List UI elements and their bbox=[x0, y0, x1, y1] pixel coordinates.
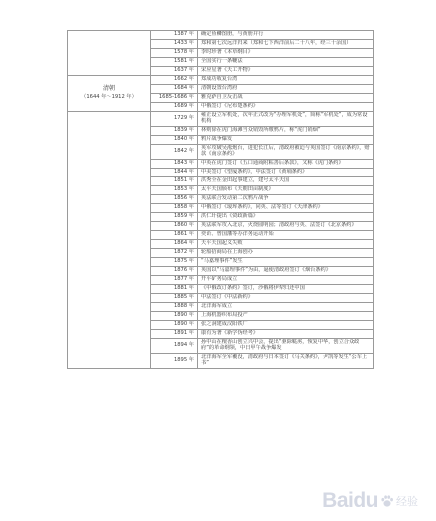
year-cell: 1433 年 bbox=[151, 39, 198, 48]
year-cell: 1839 年 bbox=[151, 126, 198, 135]
event-cell: 中英在虎门签订《五口通商附粘善后条款》，又称《虎门条约》 bbox=[198, 159, 374, 168]
table-row bbox=[68, 31, 374, 40]
watermark-sub-text: 经验 bbox=[396, 496, 418, 508]
event-cell: 《中俄改订条约》签订，沙俄将伊犁归还中国 bbox=[198, 285, 374, 294]
event-cell: 中美签订《望厦条约》，中法签订《黄埔条约》 bbox=[198, 168, 374, 177]
year-cell: 1387 年 bbox=[151, 31, 198, 40]
table-row bbox=[68, 75, 374, 84]
baidu-watermark bbox=[322, 489, 418, 513]
year-cell: 1856 年 bbox=[151, 195, 198, 204]
dynasty-cell-qing bbox=[68, 75, 151, 111]
event-cell: 孙中山在檀香山创立兴中会，提出“驱除鞑虏，恢复中华，创立合众政府”的革命纲领，中日甲午战争爆发 bbox=[198, 338, 374, 353]
event-cell: 雍正设立军机处，次年正式改为“办理军机处”，简称“军机处”，成为常设机构 bbox=[198, 111, 374, 126]
year-cell: 1844 年 bbox=[151, 168, 198, 177]
event-cell: 英法联合发动第二次鸦片战争 bbox=[198, 195, 374, 204]
event-cell: 天平天国起义失败 bbox=[198, 240, 374, 249]
event-cell: 宋应星著《天工开物》 bbox=[198, 66, 374, 75]
year-cell: 1888 年 bbox=[151, 303, 198, 312]
event-cell: 北洋海军成立 bbox=[198, 303, 374, 312]
event-cell: 确定鱼鳞图册，与黄册并行 bbox=[198, 31, 374, 40]
event-cell: 清朝设置台湾府 bbox=[198, 84, 374, 93]
event-cell: 鸦片战争爆发 bbox=[198, 135, 374, 144]
event-cell: 英法联军攻入北京，火烧圆明园；清政府与英、法签订《北京条约》 bbox=[198, 222, 374, 231]
year-cell: 1858 年 bbox=[151, 204, 198, 213]
year-cell: 1876 年 bbox=[151, 267, 198, 276]
year-cell: 1885 年 bbox=[151, 294, 198, 303]
event-cell: 张之洞建成汉阳铁厂 bbox=[198, 320, 374, 329]
year-cell: 1877 年 bbox=[151, 276, 198, 285]
table-row bbox=[68, 111, 374, 126]
event-cell: 洪仁玕提出《资政新篇》 bbox=[198, 213, 374, 222]
paw-icon bbox=[380, 494, 394, 508]
event-cell: 上海机器织布局投产 bbox=[198, 312, 374, 321]
event-cell: 郑成功收复台湾 bbox=[198, 75, 374, 84]
dynasty-cell-continued bbox=[68, 31, 151, 76]
event-cell: 全国实行一条鞭法 bbox=[198, 57, 374, 66]
event-cell: 奕䜣、曾国藩等办洋务运动开始 bbox=[198, 231, 374, 240]
year-cell: 1875 年 bbox=[151, 258, 198, 267]
year-cell: 1864 年 bbox=[151, 240, 198, 249]
event-cell: 北洋海军全军覆没，清政府与日本签订《马关条约》，尹凯等发生“公车上书” bbox=[198, 353, 374, 368]
dynasty-cell-qing-continued bbox=[68, 111, 151, 368]
event-cell: 林则徐在虎门海滩当众销毁所缴鸦片，称“虎门销烟” bbox=[198, 126, 374, 135]
event-cell: 洪秀全在金田起事建立，建号太平天国 bbox=[198, 177, 374, 186]
year-cell: 1872 年 bbox=[151, 249, 198, 258]
year-cell: 1881 年 bbox=[151, 285, 198, 294]
event-cell: 轮船招商局在上海创办 bbox=[198, 249, 374, 258]
event-cell: 英国以“马嘉理事件”为由，逼使清政府签订《烟台条约》 bbox=[198, 267, 374, 276]
year-cell: 1840 年 bbox=[151, 135, 198, 144]
year-cell: 1578 年 bbox=[151, 48, 198, 57]
event-cell: 太平天国颁布《天朝田亩制度》 bbox=[198, 186, 374, 195]
event-cell: 康有为著《新学伪经考》 bbox=[198, 329, 374, 338]
year-cell: 1891 年 bbox=[151, 329, 198, 338]
year-cell: 1685-1686 年 bbox=[151, 93, 198, 102]
chronology-table bbox=[67, 30, 374, 369]
year-cell: 1662 年 bbox=[151, 75, 198, 84]
year-cell: 1689 年 bbox=[151, 102, 198, 111]
year-cell: 1581 年 bbox=[151, 57, 198, 66]
year-cell: 1729 年 bbox=[151, 111, 198, 126]
year-cell: 1851 年 bbox=[151, 177, 198, 186]
year-cell: 1890 年 bbox=[151, 312, 198, 321]
dynasty-range: （1644 年～1912 年） bbox=[81, 93, 137, 100]
year-cell: 1843 年 bbox=[151, 159, 198, 168]
year-cell: 1859 年 bbox=[151, 213, 198, 222]
event-cell: 英军攻破吴淞炮台，进犯长江后，清政府被迫与英国签订《南京条约》，赔款《南京条约》 bbox=[198, 144, 374, 159]
dynasty-name: 清朝 bbox=[102, 84, 115, 92]
year-cell: 1861 年 bbox=[151, 231, 198, 240]
year-cell: 1890 年 bbox=[151, 320, 198, 329]
watermark-logo-text: Baidu bbox=[322, 489, 378, 512]
year-cell: 1684 年 bbox=[151, 84, 198, 93]
year-cell: 1895 年 bbox=[151, 353, 198, 368]
chronology-table-body bbox=[68, 31, 374, 369]
event-cell: “马嘉理事件”发生 bbox=[198, 258, 374, 267]
year-cell: 1842 年 bbox=[151, 144, 198, 159]
event-cell: 开平矿务局成立 bbox=[198, 276, 374, 285]
year-cell: 1853 年 bbox=[151, 186, 198, 195]
year-cell: 1894 年 bbox=[151, 338, 198, 353]
event-cell: 中俄签订《尼布楚条约》 bbox=[198, 102, 374, 111]
year-cell: 1860 年 bbox=[151, 222, 198, 231]
event-cell: 郑和第七次远洋归来（郑和七下西洋前后二十八年，经三十余国） bbox=[198, 39, 374, 48]
event-cell: 中法签订《中法新约》 bbox=[198, 294, 374, 303]
event-cell: 中俄签订《瑷珲条约》，同英、法等签订《天津条约》 bbox=[198, 204, 374, 213]
event-cell: 雅克萨自卫反击战 bbox=[198, 93, 374, 102]
event-cell: 李时珍著《本草纲目》 bbox=[198, 48, 374, 57]
year-cell: 1637 年 bbox=[151, 66, 198, 75]
